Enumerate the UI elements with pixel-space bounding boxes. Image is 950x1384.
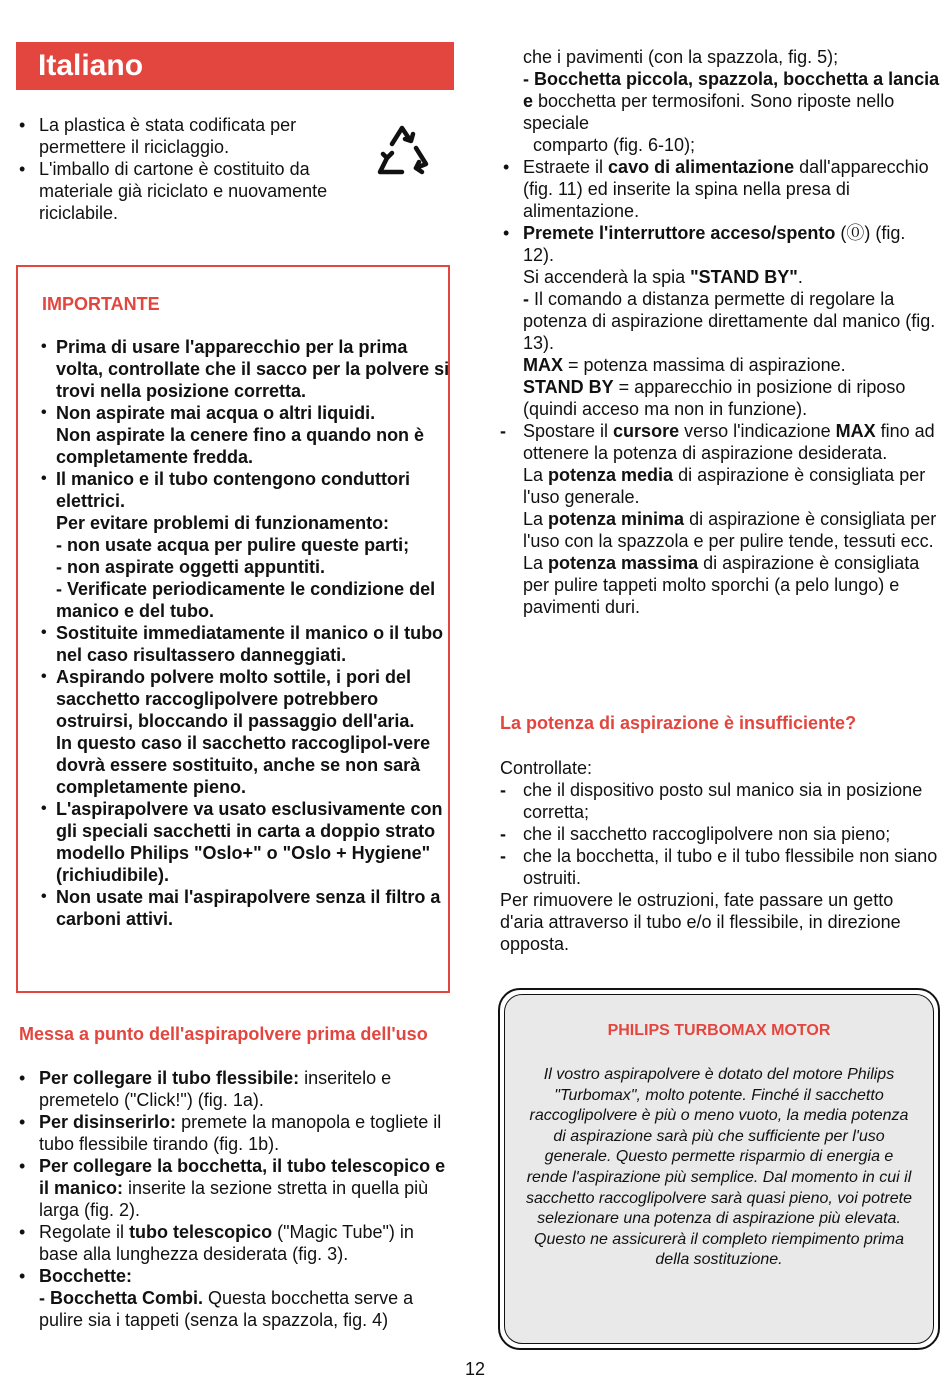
important-title: IMPORTANTE [42, 294, 160, 314]
turbomax-text: Il vostro aspirapolvere è dotato del motore Philips "Turbomax", molto potente. Finché il sacchetto raccoglipolvere è più o meno vuoto, la media potenza di aspirazione sarà più che sufficiente per l'uso generale. Questo permette risparmio di energia e rende l'aspirazione più semplice. Dal momento in cui il sacchetto raccoglipolvere sarà quasi pieno, voi potrete selezionare una potenza di aspirazione più elevata. Questo ne assicurerà il completo riempimento prima della sostituzione. [526, 1066, 912, 1269]
list-item: • Sostituite immediatamente il manico o il tubo nel caso risultassero danneggiati. [40, 622, 450, 666]
language-title: Italiano [38, 49, 144, 82]
paragraph: Si accenderà la spia "STAND BY". [523, 267, 803, 287]
list-item: • Estraete il cavo di alimentazione dall'apparecchio (fig. 11) ed inserite la spina nella presa di alimentazione. [503, 157, 929, 221]
language-banner [16, 42, 454, 90]
list-item: - che la bocchetta, il tubo e il tubo flessibile non siano ostruiti. [500, 846, 938, 888]
list-item: • Prima di usare l'apparecchio per la prima volta, controllate che il sacco per la polvere si trovi nella posizione corretta. [40, 336, 450, 402]
setup-list [16, 1067, 456, 1331]
paragraph: Per rimuovere le ostruzioni, fate passare un getto d'aria attraverso il tubo e/o il flessibile, in direzione opposta. [500, 890, 901, 954]
recycle-icon [372, 120, 432, 180]
paragraph: che i pavimenti (con la spazzola, fig. 5); [523, 47, 839, 67]
paragraph: La potenza media di aspirazione è consigliata per l'uso generale. [523, 465, 926, 507]
turbomax-panel [504, 994, 934, 1344]
power-checklist [500, 757, 940, 955]
paragraph: La potenza massima di aspirazione è consigliata per pulire tappeti molto sporchi (a pelo lungo) e pavimenti duri. [523, 553, 920, 617]
list-item: • Bocchette: - Bocchetta Combi. Questa bocchetta serve a pulire sia i tappeti (senza la spazzola, fig. 4) [16, 1265, 456, 1331]
list-item: • Regolate il tubo telescopico ("Magic Tube") in base alla lunghezza desiderata (fig. 3). [16, 1221, 456, 1265]
list-item: • L'imballo di cartone è costituito da materiale già riciclato e nuovamente riciclabile. [16, 158, 356, 224]
list-item: • Non usate mai l'aspirapolvere senza il filtro a carboni attivi. [40, 886, 450, 930]
paragraph: comparto (fig. 6-10); [533, 135, 696, 155]
paragraph: Controllate: [500, 758, 593, 778]
list-item: - Spostare il cursore verso l'indicazione MAX fino ad ottenere la potenza di aspirazione desiderata. [500, 421, 935, 463]
list-item: • Non aspirate mai acqua o altri liquidi. Non aspirate la cenere fino a quando non è completamente fredda. [40, 402, 450, 468]
turbomax-title: PHILIPS TURBOMAX MOTOR [607, 1022, 831, 1039]
list-item: • Aspirando polvere molto sottile, i pori del sacchetto raccoglipolvere potrebbero ostruirsi, bloccando il passaggio dell'aria. In questo caso il sacchetto raccoglipol-vere dovrà essere sostituito, anche se non sarà completamente pieno. [40, 666, 450, 798]
usage-instructions [500, 46, 940, 618]
list-item: • L'aspirapolvere va usato esclusivamente con gli speciali sacchetti in carta a doppio strato modello Philips "Oslo+" o "Oslo + Hygiene" (richiudibile). [40, 798, 450, 886]
turbomax-box [498, 988, 940, 1350]
list-item: • Premete l'interruttore acceso/spento (⓪) (fig. 12). [503, 223, 906, 265]
paragraph: - Bocchetta piccola, spazzola, bocchetta a lancia e bocchetta per termosifoni. Sono riposte nello speciale [523, 69, 940, 133]
setup-heading: Messa a punto dell'aspirapolvere prima dell'uso [19, 1024, 428, 1044]
paragraph: MAX = potenza massima di aspirazione. [523, 355, 846, 375]
paragraph: - Il comando a distanza permette di regolare la potenza di aspirazione direttamente dal manico (fig. 13). [523, 289, 936, 353]
paragraph: La potenza minima di aspirazione è consigliata per l'uso con la spazzola e per pulire tende, tessuti ecc. [523, 509, 937, 551]
list-item: - che il sacchetto raccoglipolvere non sia pieno; [500, 824, 891, 844]
paragraph: STAND BY = apparecchio in posizione di riposo (quindi acceso ma non in funzione). [523, 377, 906, 419]
recycle-list [16, 114, 356, 224]
important-list [40, 336, 450, 930]
list-item: • Per disinserirlo: premete la manopola e togliete il tubo flessibile tirando (fig. 1b). [16, 1111, 456, 1155]
list-item: • La plastica è stata codificata per permettere il riciclaggio. [16, 114, 356, 158]
list-item: • Il manico e il tubo contengono conduttori elettrici. Per evitare problemi di funzionamento: - non usate acqua per pulire queste parti; - non aspirate oggetti appuntiti. - Verificate periodicamente le condizione del manico e del tubo. [40, 468, 450, 622]
page-number: 12 [464, 1359, 486, 1379]
important-box [16, 265, 450, 993]
list-item: - che il dispositivo posto sul manico sia in posizione corretta; [500, 780, 923, 822]
list-item: • Per collegare il tubo flessibile: inseritelo e premetelo ("Click!") (fig. 1a). [16, 1067, 456, 1111]
power-heading: La potenza di aspirazione è insufficiente? [500, 713, 857, 733]
list-item: • Per collegare la bocchetta, il tubo telescopico e il manico: inserite la sezione stretta in quella più larga (fig. 2). [16, 1155, 456, 1221]
